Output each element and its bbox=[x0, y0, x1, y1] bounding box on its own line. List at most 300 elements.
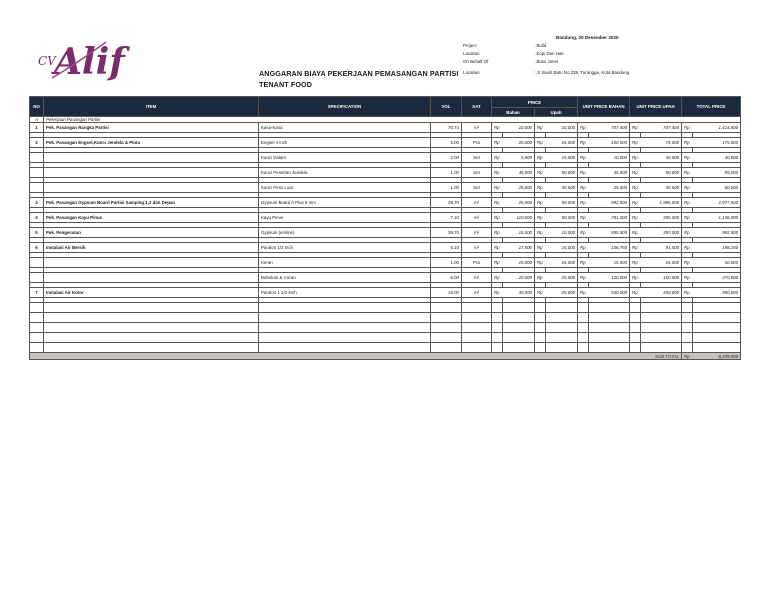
empty-cell bbox=[589, 313, 630, 323]
table-row bbox=[30, 243, 741, 253]
currency-label: Rp bbox=[578, 168, 589, 178]
row-total: 1,136,000 bbox=[693, 213, 741, 223]
row-spec: Paralon 1/2 Inch bbox=[259, 243, 431, 253]
meta-label: Project bbox=[463, 43, 477, 48]
empty-cell bbox=[682, 303, 693, 313]
currency-label: Rp bbox=[682, 123, 693, 133]
row-no bbox=[30, 153, 44, 163]
currency-label: Rp bbox=[535, 213, 546, 223]
currency-label: Rp bbox=[630, 258, 641, 268]
row-upah: 15,000 bbox=[546, 243, 578, 253]
row-no bbox=[30, 183, 44, 193]
empty-cell bbox=[503, 303, 535, 313]
meta-label: On Behalf Of bbox=[463, 59, 489, 64]
row-unit-upah: 91,500 bbox=[641, 243, 682, 253]
row-item bbox=[44, 183, 259, 193]
col-item: ITEM bbox=[44, 97, 259, 117]
row-spec: Keran bbox=[259, 258, 431, 268]
currency-label: Rp bbox=[578, 138, 589, 148]
row-unit-bahan: 106,750 bbox=[589, 243, 630, 253]
empty-cell bbox=[682, 323, 693, 333]
row-no bbox=[30, 258, 44, 268]
row-spec: Gypsum (emline) bbox=[259, 228, 431, 238]
col-sat: SAT bbox=[462, 97, 492, 117]
row-upah: 50,000 bbox=[546, 198, 578, 208]
empty-cell bbox=[535, 323, 546, 333]
row-vol: 1.00 bbox=[431, 183, 462, 193]
col-price: PRICE bbox=[492, 97, 578, 108]
currency-label: Rp bbox=[630, 183, 641, 193]
empty-cell bbox=[462, 313, 492, 323]
currency-label: Rp bbox=[578, 228, 589, 238]
currency-label: Rp bbox=[492, 183, 503, 193]
currency-label: Rp bbox=[578, 273, 589, 283]
currency-label: Rp bbox=[492, 258, 503, 268]
table-row bbox=[30, 288, 741, 298]
row-total: 95,000 bbox=[693, 168, 741, 178]
meta-label: Location bbox=[463, 51, 480, 56]
title-line-1: ANGGARAN BIAYA PEKERJAAN PEMASANGAN PARTISI bbox=[259, 69, 459, 78]
currency-label: Rp bbox=[535, 183, 546, 193]
row-unit-upah: 30,000 bbox=[641, 153, 682, 163]
meta-row bbox=[463, 50, 629, 58]
row-upah: 15,000 bbox=[546, 138, 578, 148]
empty-cell bbox=[503, 333, 535, 343]
subtotal-value: 8,379,050 bbox=[693, 353, 741, 360]
svg-text:CV: CV bbox=[38, 54, 56, 68]
col-upah: Upah bbox=[535, 108, 578, 117]
row-sat: m² bbox=[462, 228, 492, 238]
row-unit-upah: 1,985,000 bbox=[641, 198, 682, 208]
currency-label: Rp bbox=[535, 198, 546, 208]
empty-cell bbox=[589, 343, 630, 353]
empty-cell bbox=[535, 333, 546, 343]
row-vol: 39.70 bbox=[431, 228, 462, 238]
empty-cell bbox=[641, 313, 682, 323]
row-total: 1,414,800 bbox=[693, 123, 741, 133]
subtotal-currency: Rp bbox=[682, 353, 693, 360]
row-no: 7 bbox=[30, 288, 44, 298]
currency-label: Rp bbox=[492, 273, 503, 283]
row-spec: Bobokan & Coran bbox=[259, 273, 431, 283]
row-item: Instalasi Air Kotor bbox=[44, 288, 259, 298]
row-unit-bahan: 10,000 bbox=[589, 153, 630, 163]
row-unit-bahan: 25,000 bbox=[589, 183, 630, 193]
empty-cell bbox=[259, 333, 431, 343]
row-spec: Paralon 1 1/2 Inch bbox=[259, 288, 431, 298]
row-total: 198,250 bbox=[693, 243, 741, 253]
table-row bbox=[30, 273, 741, 283]
row-bahan: 30,000 bbox=[503, 288, 535, 298]
empty-cell bbox=[693, 313, 741, 323]
table-row bbox=[30, 123, 741, 133]
row-spec: Kunci Penahan Jendela bbox=[259, 168, 431, 178]
row-total: 40,000 bbox=[693, 153, 741, 163]
row-total: 2,977,500 bbox=[693, 198, 741, 208]
col-total: TOTAL PRICE bbox=[682, 97, 741, 117]
row-unit-upah: 150,000 bbox=[641, 273, 682, 283]
empty-cell bbox=[492, 333, 503, 343]
empty-cell bbox=[693, 333, 741, 343]
row-item bbox=[44, 258, 259, 268]
empty-cell bbox=[535, 313, 546, 323]
empty-cell bbox=[546, 343, 578, 353]
row-vol: 2.00 bbox=[431, 153, 462, 163]
empty-cell bbox=[431, 303, 462, 313]
row-bahan: 20,000 bbox=[503, 273, 535, 283]
empty-cell bbox=[578, 333, 589, 343]
document-date: Bandung, 20 Desember 2020 bbox=[556, 35, 619, 40]
row-unit-bahan: 100,000 bbox=[589, 138, 630, 148]
empty-cell bbox=[462, 303, 492, 313]
empty-row bbox=[30, 323, 741, 333]
row-vol: 5.00 bbox=[431, 138, 462, 148]
empty-cell bbox=[693, 343, 741, 353]
col-unit-bahan: UNIT PRICE BAHAN bbox=[578, 97, 630, 117]
section-label: Pekerjaan Pasangan Partisi bbox=[44, 117, 741, 123]
currency-label: Rp bbox=[578, 258, 589, 268]
empty-cell bbox=[546, 323, 578, 333]
row-item: Pek. Pasangan Rangka Partisi bbox=[44, 123, 259, 133]
row-vol: 39.70 bbox=[431, 198, 462, 208]
meta-value: : Boss Jonet bbox=[534, 59, 559, 64]
currency-label: Rp bbox=[492, 123, 503, 133]
table-row bbox=[30, 198, 741, 208]
row-sat: Pcs bbox=[462, 138, 492, 148]
row-upah: 25,000 bbox=[546, 273, 578, 283]
svg-text:Alif: Alif bbox=[54, 41, 125, 83]
empty-row bbox=[30, 303, 741, 313]
empty-cell bbox=[535, 343, 546, 353]
empty-cell bbox=[630, 333, 641, 343]
currency-label: Rp bbox=[682, 228, 693, 238]
row-unit-bahan: 45,000 bbox=[589, 168, 630, 178]
row-spec: Engsel 4 inch bbox=[259, 138, 431, 148]
empty-cell bbox=[44, 303, 259, 313]
row-vol: 70.74 bbox=[431, 123, 462, 133]
empty-cell bbox=[589, 333, 630, 343]
currency-label: Rp bbox=[630, 138, 641, 148]
row-bahan: 20,000 bbox=[503, 138, 535, 148]
empty-cell bbox=[589, 323, 630, 333]
row-total: 175,000 bbox=[693, 138, 741, 148]
row-bahan: 25,000 bbox=[503, 183, 535, 193]
currency-label: Rp bbox=[630, 168, 641, 178]
row-unit-upah: 397,000 bbox=[641, 228, 682, 238]
empty-cell bbox=[431, 343, 462, 353]
empty-cell bbox=[462, 323, 492, 333]
currency-label: Rp bbox=[630, 153, 641, 163]
currency-label: Rp bbox=[682, 258, 693, 268]
row-sat: Pcs bbox=[462, 258, 492, 268]
row-unit-bahan: 992,500 bbox=[589, 198, 630, 208]
currency-label: Rp bbox=[492, 288, 503, 298]
table-row bbox=[30, 213, 741, 223]
empty-cell bbox=[259, 303, 431, 313]
row-spec: Kunci Dalam bbox=[259, 153, 431, 163]
row-item: Pek. Pasangan Kayu Pinus bbox=[44, 213, 259, 223]
subtotal-label: SUB TOTAL bbox=[30, 353, 682, 360]
row-vol: 1.00 bbox=[431, 168, 462, 178]
row-unit-bahan: 15,000 bbox=[589, 258, 630, 268]
currency-label: Rp bbox=[492, 213, 503, 223]
row-sat: Set bbox=[462, 153, 492, 163]
currency-label: Rp bbox=[578, 198, 589, 208]
col-unit-upah: UNIT PRICE UPAH bbox=[630, 97, 682, 117]
empty-cell bbox=[641, 323, 682, 333]
currency-label: Rp bbox=[492, 168, 503, 178]
meta-row bbox=[463, 42, 629, 50]
row-bahan: 5,000 bbox=[503, 153, 535, 163]
row-item: Pek. Pasangan Gypsum Board Partisi Samping 1,2 dan Depan bbox=[44, 198, 259, 208]
currency-label: Rp bbox=[535, 138, 546, 148]
empty-cell bbox=[259, 343, 431, 353]
project-meta bbox=[463, 42, 629, 77]
currency-label: Rp bbox=[578, 153, 589, 163]
currency-label: Rp bbox=[578, 123, 589, 133]
empty-cell bbox=[259, 323, 431, 333]
row-no bbox=[30, 273, 44, 283]
empty-cell bbox=[578, 343, 589, 353]
row-upah: 25,000 bbox=[546, 288, 578, 298]
row-unit-bahan: 595,500 bbox=[589, 228, 630, 238]
currency-label: Rp bbox=[630, 228, 641, 238]
currency-label: Rp bbox=[630, 288, 641, 298]
empty-cell bbox=[641, 343, 682, 353]
empty-cell bbox=[630, 343, 641, 353]
empty-cell bbox=[503, 323, 535, 333]
row-upah: 15,000 bbox=[546, 153, 578, 163]
row-upah: 50,000 bbox=[546, 168, 578, 178]
currency-label: Rp bbox=[630, 273, 641, 283]
row-sat: m² bbox=[462, 123, 492, 133]
empty-cell bbox=[30, 343, 44, 353]
row-vol: 18.00 bbox=[431, 288, 462, 298]
currency-label: Rp bbox=[492, 198, 503, 208]
empty-cell bbox=[503, 343, 535, 353]
currency-label: Rp bbox=[682, 183, 693, 193]
row-no: 2 bbox=[30, 138, 44, 148]
currency-label: Rp bbox=[682, 213, 693, 223]
row-sat: m² bbox=[462, 198, 492, 208]
empty-row bbox=[30, 343, 741, 353]
empty-cell bbox=[259, 313, 431, 323]
empty-cell bbox=[492, 343, 503, 353]
currency-label: Rp bbox=[682, 168, 693, 178]
row-total: 270,000 bbox=[693, 273, 741, 283]
empty-cell bbox=[30, 323, 44, 333]
row-bahan: 15,000 bbox=[503, 258, 535, 268]
empty-cell bbox=[682, 343, 693, 353]
row-unit-upah: 50,000 bbox=[641, 168, 682, 178]
meta-row bbox=[463, 58, 629, 66]
row-unit-bahan: 120,000 bbox=[589, 273, 630, 283]
row-upah: 15,000 bbox=[546, 258, 578, 268]
row-no: 1 bbox=[30, 123, 44, 133]
currency-label: Rp bbox=[578, 183, 589, 193]
currency-label: Rp bbox=[630, 198, 641, 208]
empty-cell bbox=[462, 343, 492, 353]
row-item bbox=[44, 153, 259, 163]
currency-label: Rp bbox=[492, 138, 503, 148]
table-row bbox=[30, 138, 741, 148]
empty-cell bbox=[431, 333, 462, 343]
table-row bbox=[30, 228, 741, 238]
company-logo bbox=[36, 34, 132, 86]
empty-cell bbox=[503, 313, 535, 323]
currency-label: Rp bbox=[492, 153, 503, 163]
row-sat: m² bbox=[462, 273, 492, 283]
empty-cell bbox=[431, 323, 462, 333]
row-bahan: 10,000 bbox=[503, 123, 535, 133]
row-sat: m² bbox=[462, 288, 492, 298]
row-no: 6 bbox=[30, 243, 44, 253]
currency-label: Rp bbox=[578, 243, 589, 253]
empty-cell bbox=[30, 333, 44, 343]
row-vol: 6.10 bbox=[431, 243, 462, 253]
currency-label: Rp bbox=[682, 138, 693, 148]
row-item: Pek. Pengecatan bbox=[44, 228, 259, 238]
row-no: 4 bbox=[30, 213, 44, 223]
meta-value: : Jl. Buah Batu No.239, Turangga, Kota Bandung bbox=[534, 70, 630, 75]
row-sat: m² bbox=[462, 213, 492, 223]
currency-label: Rp bbox=[535, 228, 546, 238]
row-bahan: 15,000 bbox=[503, 228, 535, 238]
row-item bbox=[44, 273, 259, 283]
currency-label: Rp bbox=[682, 153, 693, 163]
row-unit-bahan: 707,400 bbox=[589, 123, 630, 133]
empty-cell bbox=[492, 323, 503, 333]
meta-label: Location bbox=[463, 70, 480, 75]
row-unit-bahan: 540,000 bbox=[589, 288, 630, 298]
row-spec: Kayu Pinus bbox=[259, 213, 431, 223]
currency-label: Rp bbox=[492, 243, 503, 253]
currency-label: Rp bbox=[492, 228, 503, 238]
row-upah: 35,000 bbox=[546, 183, 578, 193]
empty-cell bbox=[535, 303, 546, 313]
row-no bbox=[30, 168, 44, 178]
currency-label: Rp bbox=[682, 243, 693, 253]
subtotal-row bbox=[30, 353, 741, 360]
col-no: NO bbox=[30, 97, 44, 117]
empty-cell bbox=[578, 303, 589, 313]
budget-table bbox=[29, 96, 741, 360]
empty-cell bbox=[630, 323, 641, 333]
row-unit-upah: 450,000 bbox=[641, 288, 682, 298]
row-sat: m² bbox=[462, 243, 492, 253]
row-total: 60,000 bbox=[693, 183, 741, 193]
currency-label: Rp bbox=[578, 288, 589, 298]
table-row bbox=[30, 153, 741, 163]
empty-cell bbox=[578, 323, 589, 333]
empty-cell bbox=[546, 313, 578, 323]
col-bahan: Bahan bbox=[492, 108, 535, 117]
title-line-2: TENANT FOOD bbox=[259, 80, 313, 89]
currency-label: Rp bbox=[682, 288, 693, 298]
empty-cell bbox=[492, 303, 503, 313]
empty-cell bbox=[578, 313, 589, 323]
row-vol: 6.00 bbox=[431, 273, 462, 283]
empty-cell bbox=[682, 333, 693, 343]
row-vol: 1.00 bbox=[431, 258, 462, 268]
table-row bbox=[30, 258, 741, 268]
empty-cell bbox=[30, 303, 44, 313]
empty-cell bbox=[30, 313, 44, 323]
table-row bbox=[30, 168, 741, 178]
currency-label: Rp bbox=[535, 153, 546, 163]
row-unit-upah: 35,000 bbox=[641, 183, 682, 193]
row-upah: 10,000 bbox=[546, 123, 578, 133]
row-spec: Gypsum Board A Plus 9 mm bbox=[259, 198, 431, 208]
currency-label: Rp bbox=[535, 258, 546, 268]
empty-cell bbox=[641, 333, 682, 343]
col-vol: VOL bbox=[431, 97, 462, 117]
meta-row bbox=[463, 69, 629, 77]
empty-cell bbox=[492, 313, 503, 323]
row-unit-upah: 355,000 bbox=[641, 213, 682, 223]
empty-cell bbox=[431, 313, 462, 323]
row-bahan: 17,500 bbox=[503, 243, 535, 253]
empty-cell bbox=[44, 323, 259, 333]
row-unit-bahan: 781,000 bbox=[589, 213, 630, 223]
row-total: 990,000 bbox=[693, 288, 741, 298]
row-item: Pek. Pasangan Engsel,Kunci Jendela & Pintu bbox=[44, 138, 259, 148]
empty-cell bbox=[546, 303, 578, 313]
row-total: 992,500 bbox=[693, 228, 741, 238]
row-unit-upah: 15,000 bbox=[641, 258, 682, 268]
empty-cell bbox=[630, 313, 641, 323]
empty-cell bbox=[546, 333, 578, 343]
currency-label: Rp bbox=[630, 123, 641, 133]
empty-cell bbox=[44, 333, 259, 343]
row-bahan: 110,000 bbox=[503, 213, 535, 223]
empty-cell bbox=[589, 303, 630, 313]
empty-cell bbox=[462, 333, 492, 343]
empty-cell bbox=[693, 303, 741, 313]
row-sat: Set bbox=[462, 183, 492, 193]
empty-cell bbox=[44, 343, 259, 353]
currency-label: Rp bbox=[630, 213, 641, 223]
row-upah: 10,000 bbox=[546, 228, 578, 238]
currency-label: Rp bbox=[682, 198, 693, 208]
col-spec: SPECIFICATION bbox=[259, 97, 431, 117]
row-unit-upah: 707,400 bbox=[641, 123, 682, 133]
currency-label: Rp bbox=[578, 213, 589, 223]
row-unit-upah: 75,000 bbox=[641, 138, 682, 148]
empty-row bbox=[30, 313, 741, 323]
row-no: 3 bbox=[30, 198, 44, 208]
empty-cell bbox=[44, 313, 259, 323]
row-bahan: 45,000 bbox=[503, 168, 535, 178]
document-title bbox=[259, 68, 458, 90]
currency-label: Rp bbox=[535, 288, 546, 298]
row-bahan: 25,000 bbox=[503, 198, 535, 208]
row-vol: 7.10 bbox=[431, 213, 462, 223]
table-row bbox=[30, 183, 741, 193]
meta-value: : Kopi Dari Hati bbox=[534, 51, 564, 56]
row-spec: Kasa-Kasa bbox=[259, 123, 431, 133]
row-item: Instalasi Air Bersih bbox=[44, 243, 259, 253]
row-spec: Kunci Pintu Luar bbox=[259, 183, 431, 193]
currency-label: Rp bbox=[535, 273, 546, 283]
empty-row bbox=[30, 333, 741, 343]
row-sat: Set bbox=[462, 168, 492, 178]
currency-label: Rp bbox=[630, 243, 641, 253]
empty-cell bbox=[682, 313, 693, 323]
meta-value: : Build bbox=[534, 43, 547, 48]
row-item bbox=[44, 168, 259, 178]
row-total: 30,000 bbox=[693, 258, 741, 268]
